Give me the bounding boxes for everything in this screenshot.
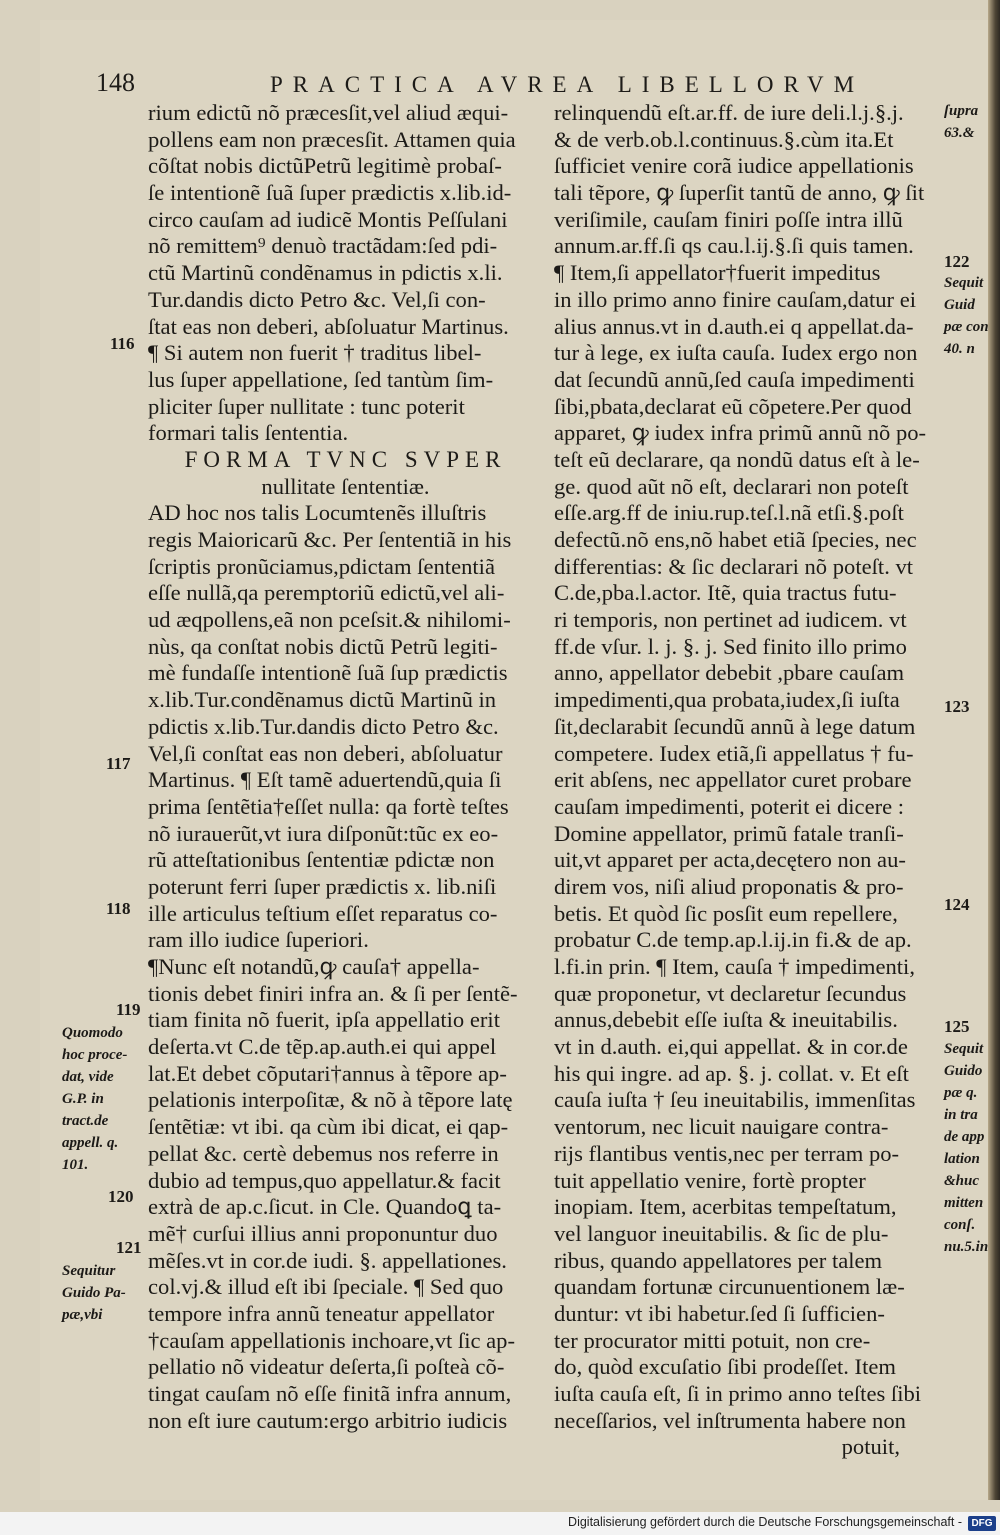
text-line: ri temporis, non pertinet ad iudicem. vt <box>554 607 907 633</box>
text-line: iuſta cauſa eſt, ſi in primo anno teſtes ſibi <box>554 1381 922 1406</box>
margin-number: 123 <box>944 697 970 716</box>
margin-note-line: G.P. in <box>62 1091 104 1107</box>
text-line: vel languor ineuitabilis. & ſic de plu- <box>554 1220 889 1246</box>
text-line: tionis debet finiri infra an. & ſi per ſentẽ- <box>148 980 518 1006</box>
text-line: ud æqpollens,eã non pceſsit.& nihilomi- <box>148 607 511 633</box>
text-line: dat ſecundũ annũ,ſed cauſa impedimenti <box>554 366 915 392</box>
margin-note-line: hoc proce- <box>62 1047 128 1063</box>
text-line: uit,vt apparet per acta,decętero non au- <box>554 847 906 873</box>
text-line: annus,debebit eſſe iuſta & ineuitabilis. <box>554 1007 898 1033</box>
text-line: ſibi,pbata,declarat eũ cõpetere.Per quod <box>554 393 912 419</box>
text-line: erit abſens, nec appellator curet probare <box>554 767 912 793</box>
margin-number: 119 <box>116 1000 141 1019</box>
text-line: defectũ.nõ ens,nõ habet etiã ſpecies, nec <box>554 527 917 552</box>
text-line: tingat cauſam nõ eſſe finitã infra annum, <box>148 1381 512 1406</box>
text-line: regis Maioricarũ &c. Per ſententiã in his <box>148 527 512 552</box>
text-line: tempore infra annũ teneatur appellator <box>148 1300 495 1326</box>
text-line: pdictis x.lib.Tur.dandis dicto Petro &c. <box>148 713 499 739</box>
text-line: nùs, qa conſtat nobis dictũ Petrũ legiti- <box>148 633 498 659</box>
text-line: pellat &c. certè debemus nos referre in <box>148 1140 499 1166</box>
text-line: pollens eam non præcesſit. Attamen quia <box>148 126 516 152</box>
text-line: tali tẽpore, ꝙ ſuperſit tantũ de anno, ꝙ ſit <box>554 180 925 206</box>
text-line: impedimenti,qua probata,iudex,ſi iuſta <box>554 687 900 713</box>
section-heading: FORMA TVNC SVPER <box>184 446 507 472</box>
text-line: probatur C.de temp.ap.l.ij.in fi.& de ap. <box>554 927 912 953</box>
text-line: ff.de vſur. l. j. §. j. Sed finito illo primo <box>554 633 907 659</box>
margin-note-line: 63.& <box>944 125 975 141</box>
text-line: extrà de ap.c.ſicut. in Cle. Quandoꝗ ta- <box>148 1194 502 1220</box>
text-line: lus ſuper appellatione, ſed tantùm ſim- <box>148 366 494 392</box>
text-line: ribus, quando appellatores per talem <box>554 1247 883 1273</box>
text-line: mẽſes.vt in cor.de iudi. §. appellationes. <box>148 1247 507 1273</box>
text-line: nõ remittem⁹ denuò tractãdam:ſed pdi- <box>148 233 498 259</box>
section-subheading: nullitate ſententiæ. <box>261 473 430 499</box>
text-line: prima ſentẽtia†eſſet nulla: qa fortè teſtes <box>148 793 509 819</box>
text-line: ram illo iudice ſuperiori. <box>148 927 369 953</box>
text-line: C.de,pba.l.actor. Itẽ, quia tractus futu- <box>554 580 897 606</box>
margin-note-line: Guido <box>944 1063 983 1079</box>
text-line: poterunt ferri ſuper prædictis x. lib.niſi <box>148 873 497 899</box>
margin-note-right <box>944 1038 988 1258</box>
margin-number: 117 <box>106 754 131 773</box>
text-line: direm vos, niſi aliud proponatis & pro- <box>554 873 904 899</box>
text-line: ſentẽtiæ: vt ibi. qa cùm ibi dicat, ei qap- <box>148 1114 509 1140</box>
text-line: rijs flantibus ventis,nec per terram po- <box>554 1140 900 1166</box>
margin-number: 124 <box>944 895 970 914</box>
text-line: pellatio nõ videatur deſerta,ſi poſteà cõ- <box>148 1354 505 1380</box>
text-line: deſerta.vt C.de tẽp.ap.auth.ei qui appel <box>148 1034 497 1060</box>
margin-note-line: &huc <box>944 1173 980 1189</box>
text-line: ſcriptis pronũciamus,pdictam ſententiã <box>148 553 495 579</box>
text-line: alius annus.vt in d.auth.ei q appellat.da- <box>554 313 914 339</box>
margin-number: 120 <box>108 1187 134 1206</box>
text-line: non eſt iure cautum:ergo arbitrio iudicis <box>148 1407 508 1433</box>
left-text-column <box>148 100 543 1434</box>
margin-note-left <box>62 1260 126 1326</box>
text-line: formari talis ſententia. <box>148 420 349 446</box>
text-line: eſſe.arg.ff de iniu.rup.teſ.l.nã etſi.§.poſt <box>554 500 904 526</box>
margin-number: 116 <box>110 334 135 353</box>
text-line: Tur.dandis dicto Petro &c. Vel,ſi con- <box>148 286 486 312</box>
text-line: quandam fortunæ circunuentionem læ- <box>554 1274 905 1300</box>
text-line: ¶Nunc eſt notandũ,ꝙ cauſa† appella- <box>148 954 480 979</box>
margin-note-line: mitten <box>944 1195 984 1211</box>
text-line: ſe intentionẽ ſuã ſuper prædictis x.lib.id- <box>148 180 512 206</box>
text-line: Vel,ſi conſtat eas non deberi, abſoluatur <box>148 740 503 766</box>
page-edge-shadow <box>988 0 1000 1500</box>
margin-note-left <box>62 1022 127 1176</box>
footer-bar <box>0 1512 1000 1535</box>
text-line: col.vj.& illud eſt ibi ſpeciale. ¶ Sed quo <box>148 1274 504 1300</box>
text-line: cauſam impedimenti, poterit ei dicere : <box>554 793 905 819</box>
text-line: cauſa iuſta † ſeu ineuitabilis, immenſitas <box>554 1087 916 1113</box>
text-line: †cauſam appellationis inchoare,vt ſic ap- <box>148 1327 516 1353</box>
text-line: inopiam. Item, acerbitas tempeſtatum, <box>554 1194 897 1220</box>
margin-note-line: Sequitur <box>62 1263 116 1279</box>
margin-note-line: 101. <box>62 1157 89 1173</box>
text-line: do, quòd excuſatio ſibi prodeſſet. Item <box>554 1354 896 1380</box>
margin-note-line: appell. q. <box>62 1135 119 1151</box>
text-line: ſufficiet venire corã iudice appellationis <box>554 153 914 179</box>
text-line: ventorum, nec licuit nauigare contra- <box>554 1114 889 1140</box>
text-line: annum.ar.ff.ſi qs cau.l.ij.§.ſi quis tamen. <box>554 233 914 259</box>
text-line: ſit,declarabit ſecundũ annũ à lege datum <box>554 713 916 739</box>
text-line: mẽ† curſui illius anni proponuntur duo <box>148 1220 498 1246</box>
text-line: ge. quod aũt nõ eſt, declarari non poteſt <box>554 473 909 499</box>
margin-note-line: de app <box>944 1129 985 1145</box>
text-line: mè fundaſſe intentionẽ ſuã ſup prædictis <box>148 660 508 686</box>
text-line: ¶ Item,ſi appellator†fuerit impeditus <box>554 260 881 286</box>
text-line: relinquendũ eſt.ar.ff. de iure deli.l.j.§.j. <box>554 100 904 125</box>
text-line: pliciter ſuper nullitate : tunc poterit <box>148 393 465 419</box>
text-line: ille articulus teſtium eſſet reparatus co- <box>148 900 498 926</box>
margin-note-line: Quomodo <box>62 1025 123 1041</box>
text-line: veriſimile, cauſam finiri poſſe intra illũ <box>554 206 903 232</box>
text-line: Domine appellator, primũ fatale tranſi- <box>554 820 904 846</box>
text-line: his qui ingre. ad ap. §. j. collat. v. Et eſt <box>554 1060 909 1086</box>
margin-note-line: lation <box>944 1151 980 1167</box>
text-line: ſtat eas non deberi, abſoluatur Martinus. <box>148 313 509 339</box>
margin-note-line: pæ q. <box>944 1085 978 1101</box>
margin-note-line: Guido Pa- <box>62 1285 126 1301</box>
text-line: anno, appellator debebit ,pbare cauſam <box>554 660 905 686</box>
text-line: circo cauſam ad iudicẽ Montis Peſſulani <box>148 206 508 232</box>
margin-note-line: Guid <box>944 297 975 313</box>
margin-note-line: Sequit <box>944 275 984 291</box>
margin-note-right <box>944 100 978 144</box>
text-line: AD hoc nos talis Locumtenẽs illuſtris <box>148 500 487 526</box>
text-line: ¶ Si autem non fuerit † traditus libel- <box>148 340 482 366</box>
dfg-logo: DFG <box>968 1516 996 1531</box>
text-line: dubio ad tempus,quo appellatur.& facit <box>148 1167 501 1193</box>
text-line: nõ iurauerũt,vt iura diſponũt:tũc ex eo- <box>148 820 499 846</box>
margin-note-line: pæ con <box>944 319 989 335</box>
text-line: betis. Et quòd ſic posſit eum repellere, <box>554 900 898 926</box>
text-line: tuit appellatio venire, fortè propter <box>554 1167 866 1193</box>
text-line: teſt eũ declarare, qa nondũ datus eſt à le- <box>554 446 920 472</box>
margin-number: 122 <box>944 252 970 271</box>
margin-note-line: conſ. <box>944 1217 976 1233</box>
margin-number: 118 <box>106 899 131 918</box>
margin-note-line: Sequit <box>944 1041 984 1057</box>
text-line: tur à lege, ex iuſta cauſa. Iudex ergo non <box>554 340 918 366</box>
text-line: tiam finita nõ fuerit, ipſa appellatio erit <box>148 1007 500 1033</box>
margin-note-right <box>944 272 989 360</box>
text-line: eſſe nullã,qa peremptoriũ edictũ,vel ali- <box>148 580 505 606</box>
text-line: rũ atteſtationibus ſententiæ pdictæ non <box>148 847 495 873</box>
margin-note-line: in tra <box>944 1107 978 1123</box>
funding-notice: Digitalisierung gefördert durch die Deutsche Forschungsgemeinschaft - <box>568 1515 962 1529</box>
text-line: differentias: & ſic declarari nõ poteſt. vt <box>554 553 914 579</box>
margin-number: 121 <box>116 1238 142 1257</box>
text-line: ctũ Martinũ condẽnamus in pdictis x.li. <box>148 260 503 286</box>
margin-note-line: 40. n <box>944 341 975 357</box>
text-line: apparet, ꝙ iudex infra primũ annũ nõ po- <box>554 420 927 446</box>
margin-note-line: ſupra <box>944 103 979 119</box>
margin-number: 125 <box>944 1017 970 1036</box>
text-line: Martinus. ¶ Eſt tamẽ aduertendũ,quia ſi <box>148 767 502 793</box>
margin-note-line: tract.de <box>62 1113 109 1129</box>
text-line: vt in d.auth. ei,qui appellat. & in cor.de <box>554 1034 908 1060</box>
margin-note-line: dat, vide <box>62 1069 114 1085</box>
text-line: lat.Et debet cõputari†annus à tẽpore ap- <box>148 1060 507 1086</box>
text-line: pelationis interpoſitæ, & nõ à tẽpore latę <box>148 1087 513 1113</box>
running-title: PRACTICA AVREA LIBELLORVM <box>270 72 865 97</box>
text-line: potuit, <box>841 1434 900 1460</box>
text-line: x.lib.Tur.condẽnamus dictũ Martinũ in <box>148 687 497 713</box>
text-line: l.fi.in prin. ¶ Item, cauſa † impedimenti, <box>554 954 915 979</box>
folio-number: 148 <box>96 68 135 97</box>
text-line: in illo primo anno finire cauſam,datur ei <box>554 286 917 312</box>
text-line: ter procurator mitti potuit, non cre- <box>554 1327 871 1353</box>
text-line: rium edictũ nõ præcesſit,vel aliud æqui- <box>148 100 509 125</box>
text-line: & de verb.ob.l.continuus.§.cùm ita.Et <box>554 126 894 152</box>
margin-note-line: pæ,vbi <box>62 1307 103 1323</box>
text-line: competere. Iudex etiã,ſi appellatus † fu- <box>554 740 914 766</box>
text-line: duntur: vt ibi habetur.ſed ſi ſufficien- <box>554 1300 885 1326</box>
text-line: neceſſarios, vel inſtrumenta habere non <box>554 1407 906 1433</box>
right-text-column <box>554 100 940 1461</box>
margin-note-line: nu.5.in <box>944 1239 989 1255</box>
text-line: cõſtat nobis dictũPetrũ legitimè probaſ- <box>148 153 502 179</box>
text-line: quæ proponetur, vt declaretur ſecundus <box>554 980 907 1006</box>
